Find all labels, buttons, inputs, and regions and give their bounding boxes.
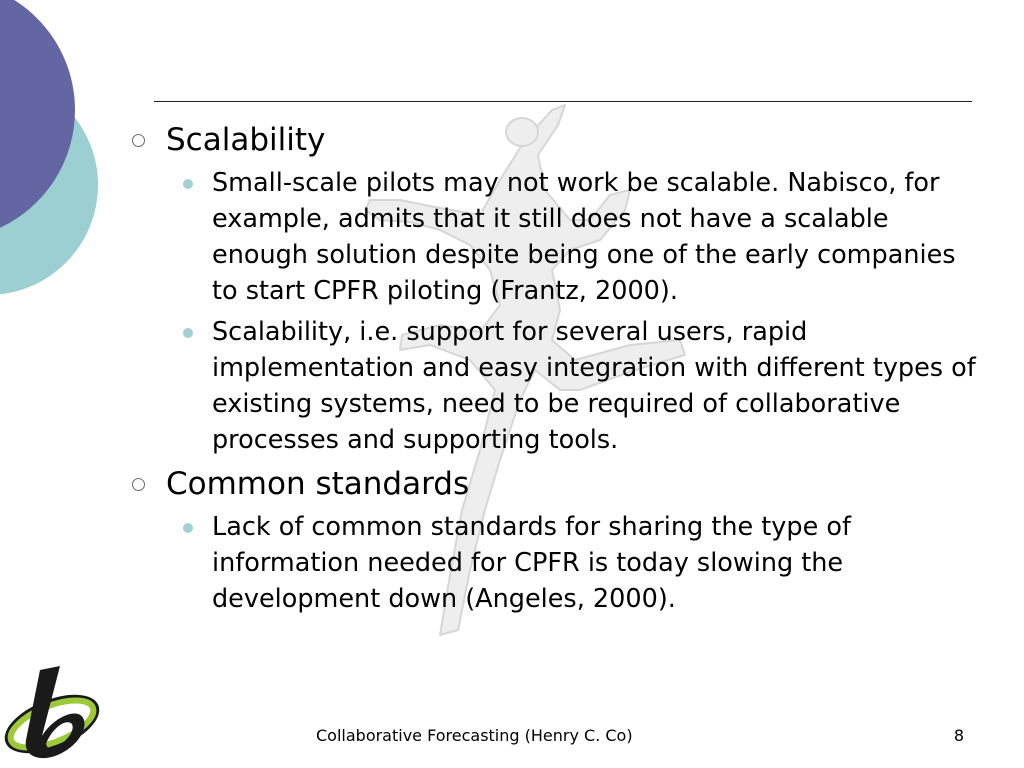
b-letter-logo <box>2 664 102 764</box>
bullet-text: Scalability, i.e. support for several users, rapid implementation and easy integration with different types of existing systems, need to be required of collaborative processes and supporting tools. <box>212 317 976 455</box>
section-heading-text: Common standards <box>166 466 470 502</box>
bullet-item <box>128 314 988 458</box>
page-number: 8 <box>953 726 964 745</box>
section-heading-common-standards <box>128 464 988 504</box>
filled-dot-icon <box>183 328 193 338</box>
footer-title: Collaborative Forecasting (Henry C. Co) <box>316 726 633 745</box>
section-heading-scalability <box>128 120 988 160</box>
section-heading-text: Scalability <box>166 122 326 158</box>
slide-content <box>128 120 988 617</box>
hollow-circle-icon <box>132 134 145 147</box>
filled-dot-icon <box>183 179 193 189</box>
bullet-text: Small-scale pilots may not work be scalable. Nabisco, for example, admits that it still does not have a scalable enough solution despite being one of the early companies to start CPFR piloting (Frantz, 2000). <box>212 168 956 306</box>
bullet-text: Lack of common standards for sharing the type of information needed for CPFR is today slowing the development down (Angeles, 2000). <box>212 512 851 614</box>
title-divider <box>154 101 972 102</box>
bullet-item <box>128 509 988 617</box>
bullet-item <box>128 165 988 309</box>
decorative-circles <box>0 0 110 340</box>
filled-dot-icon <box>183 523 193 533</box>
hollow-circle-icon <box>132 478 145 491</box>
